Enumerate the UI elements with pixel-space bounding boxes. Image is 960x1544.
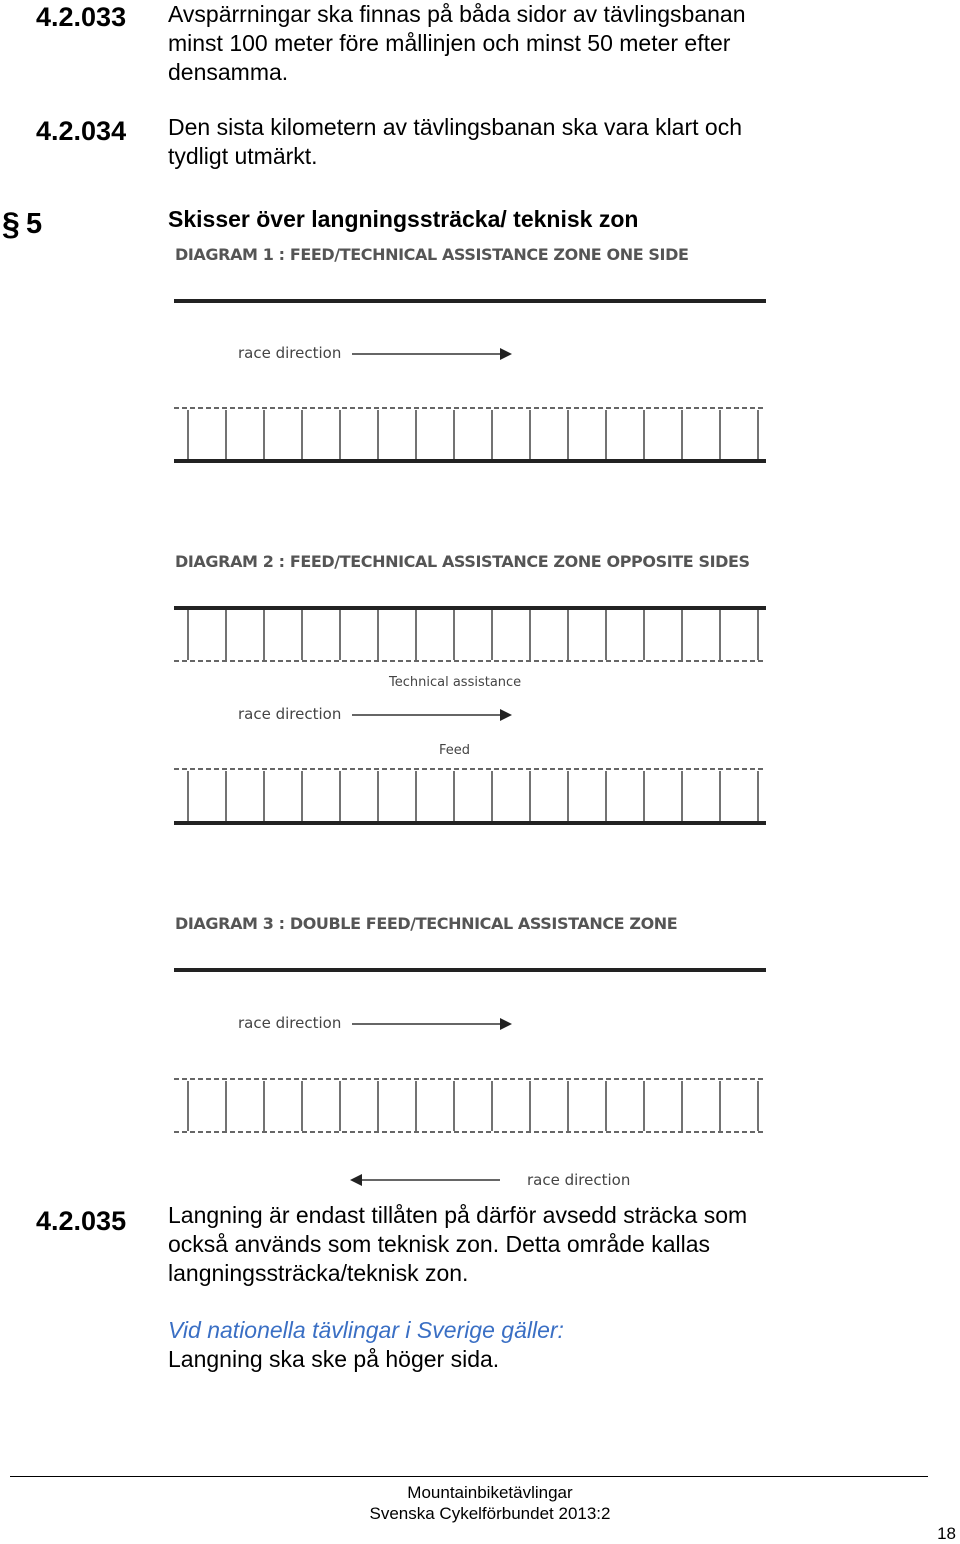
text-line: langningssträcka/teknisk zon.	[168, 1260, 469, 1286]
diagram-2-title: DIAGRAM 2 : FEED/TECHNICAL ASSISTANCE ZONE OPPOSITE SIDES	[175, 552, 750, 571]
page-number: 18	[937, 1524, 956, 1543]
diagram-1-title: DIAGRAM 1 : FEED/TECHNICAL ASSISTANCE ZONE ONE SIDE	[175, 245, 689, 264]
text-line: densamma.	[168, 59, 289, 85]
race-direction-arrow	[352, 709, 512, 721]
footer-divider	[10, 1476, 928, 1477]
section-5-title: Skisser över langningssträcka/ teknisk zon	[168, 206, 639, 232]
zone-posts	[188, 1081, 758, 1131]
diagram-2	[160, 598, 780, 830]
footer-publisher: Svenska Cykelförbundet 2013:2	[369, 1504, 611, 1523]
section-number-4-2-035: 4.2.035	[36, 1206, 127, 1236]
section-text-4-2-033	[168, 0, 868, 87]
text-line: också används som teknisk zon. Detta område kallas	[168, 1231, 711, 1257]
diagram-3	[160, 960, 780, 1196]
section-text-4-2-035	[168, 1201, 868, 1374]
section-number-4-2-033: 4.2.033	[36, 2, 127, 32]
text-line: Langning är endast tillåten på därför avsedd sträcka som	[168, 1202, 748, 1228]
race-direction-label: race direction	[238, 1014, 342, 1032]
section-text-4-2-034	[168, 113, 868, 171]
text-line: minst 100 meter före mållinjen och minst 50 meter efter	[168, 30, 731, 56]
text-line: Den sista kilometern av tävlingsbanan ska vara klart och	[168, 114, 743, 140]
zone-posts	[188, 771, 758, 822]
race-direction-label: race direction	[238, 344, 342, 362]
technical-assistance-label: Technical assistance	[389, 675, 522, 690]
diagram-3-title: DIAGRAM 3 : DOUBLE FEED/TECHNICAL ASSISTANCE ZONE	[175, 914, 678, 933]
race-direction-label: race direction	[238, 705, 342, 723]
diagram-1	[160, 290, 780, 470]
footer-title: Mountainbiketävlingar	[407, 1483, 573, 1502]
section-number-4-2-034: 4.2.034	[36, 116, 127, 146]
race-direction-arrow	[352, 348, 512, 360]
section-5-number: 5	[26, 208, 43, 240]
text-line: tydligt utmärkt.	[168, 143, 318, 169]
feed-label: Feed	[439, 743, 471, 758]
national-rules-heading: Vid nationella tävlingar i Sverige gäller:	[168, 1317, 564, 1343]
national-rule-text: Langning ska ske på höger sida.	[168, 1346, 500, 1372]
race-direction-arrow	[352, 1018, 512, 1030]
zone-posts	[188, 410, 758, 460]
race-direction-label: race direction	[527, 1171, 631, 1189]
zone-posts	[188, 610, 758, 660]
race-direction-arrow-reverse	[350, 1174, 500, 1186]
text-line: Avspärrningar ska finnas på båda sidor av tävlingsbanan	[168, 1, 746, 27]
section-symbol: §	[2, 206, 20, 242]
